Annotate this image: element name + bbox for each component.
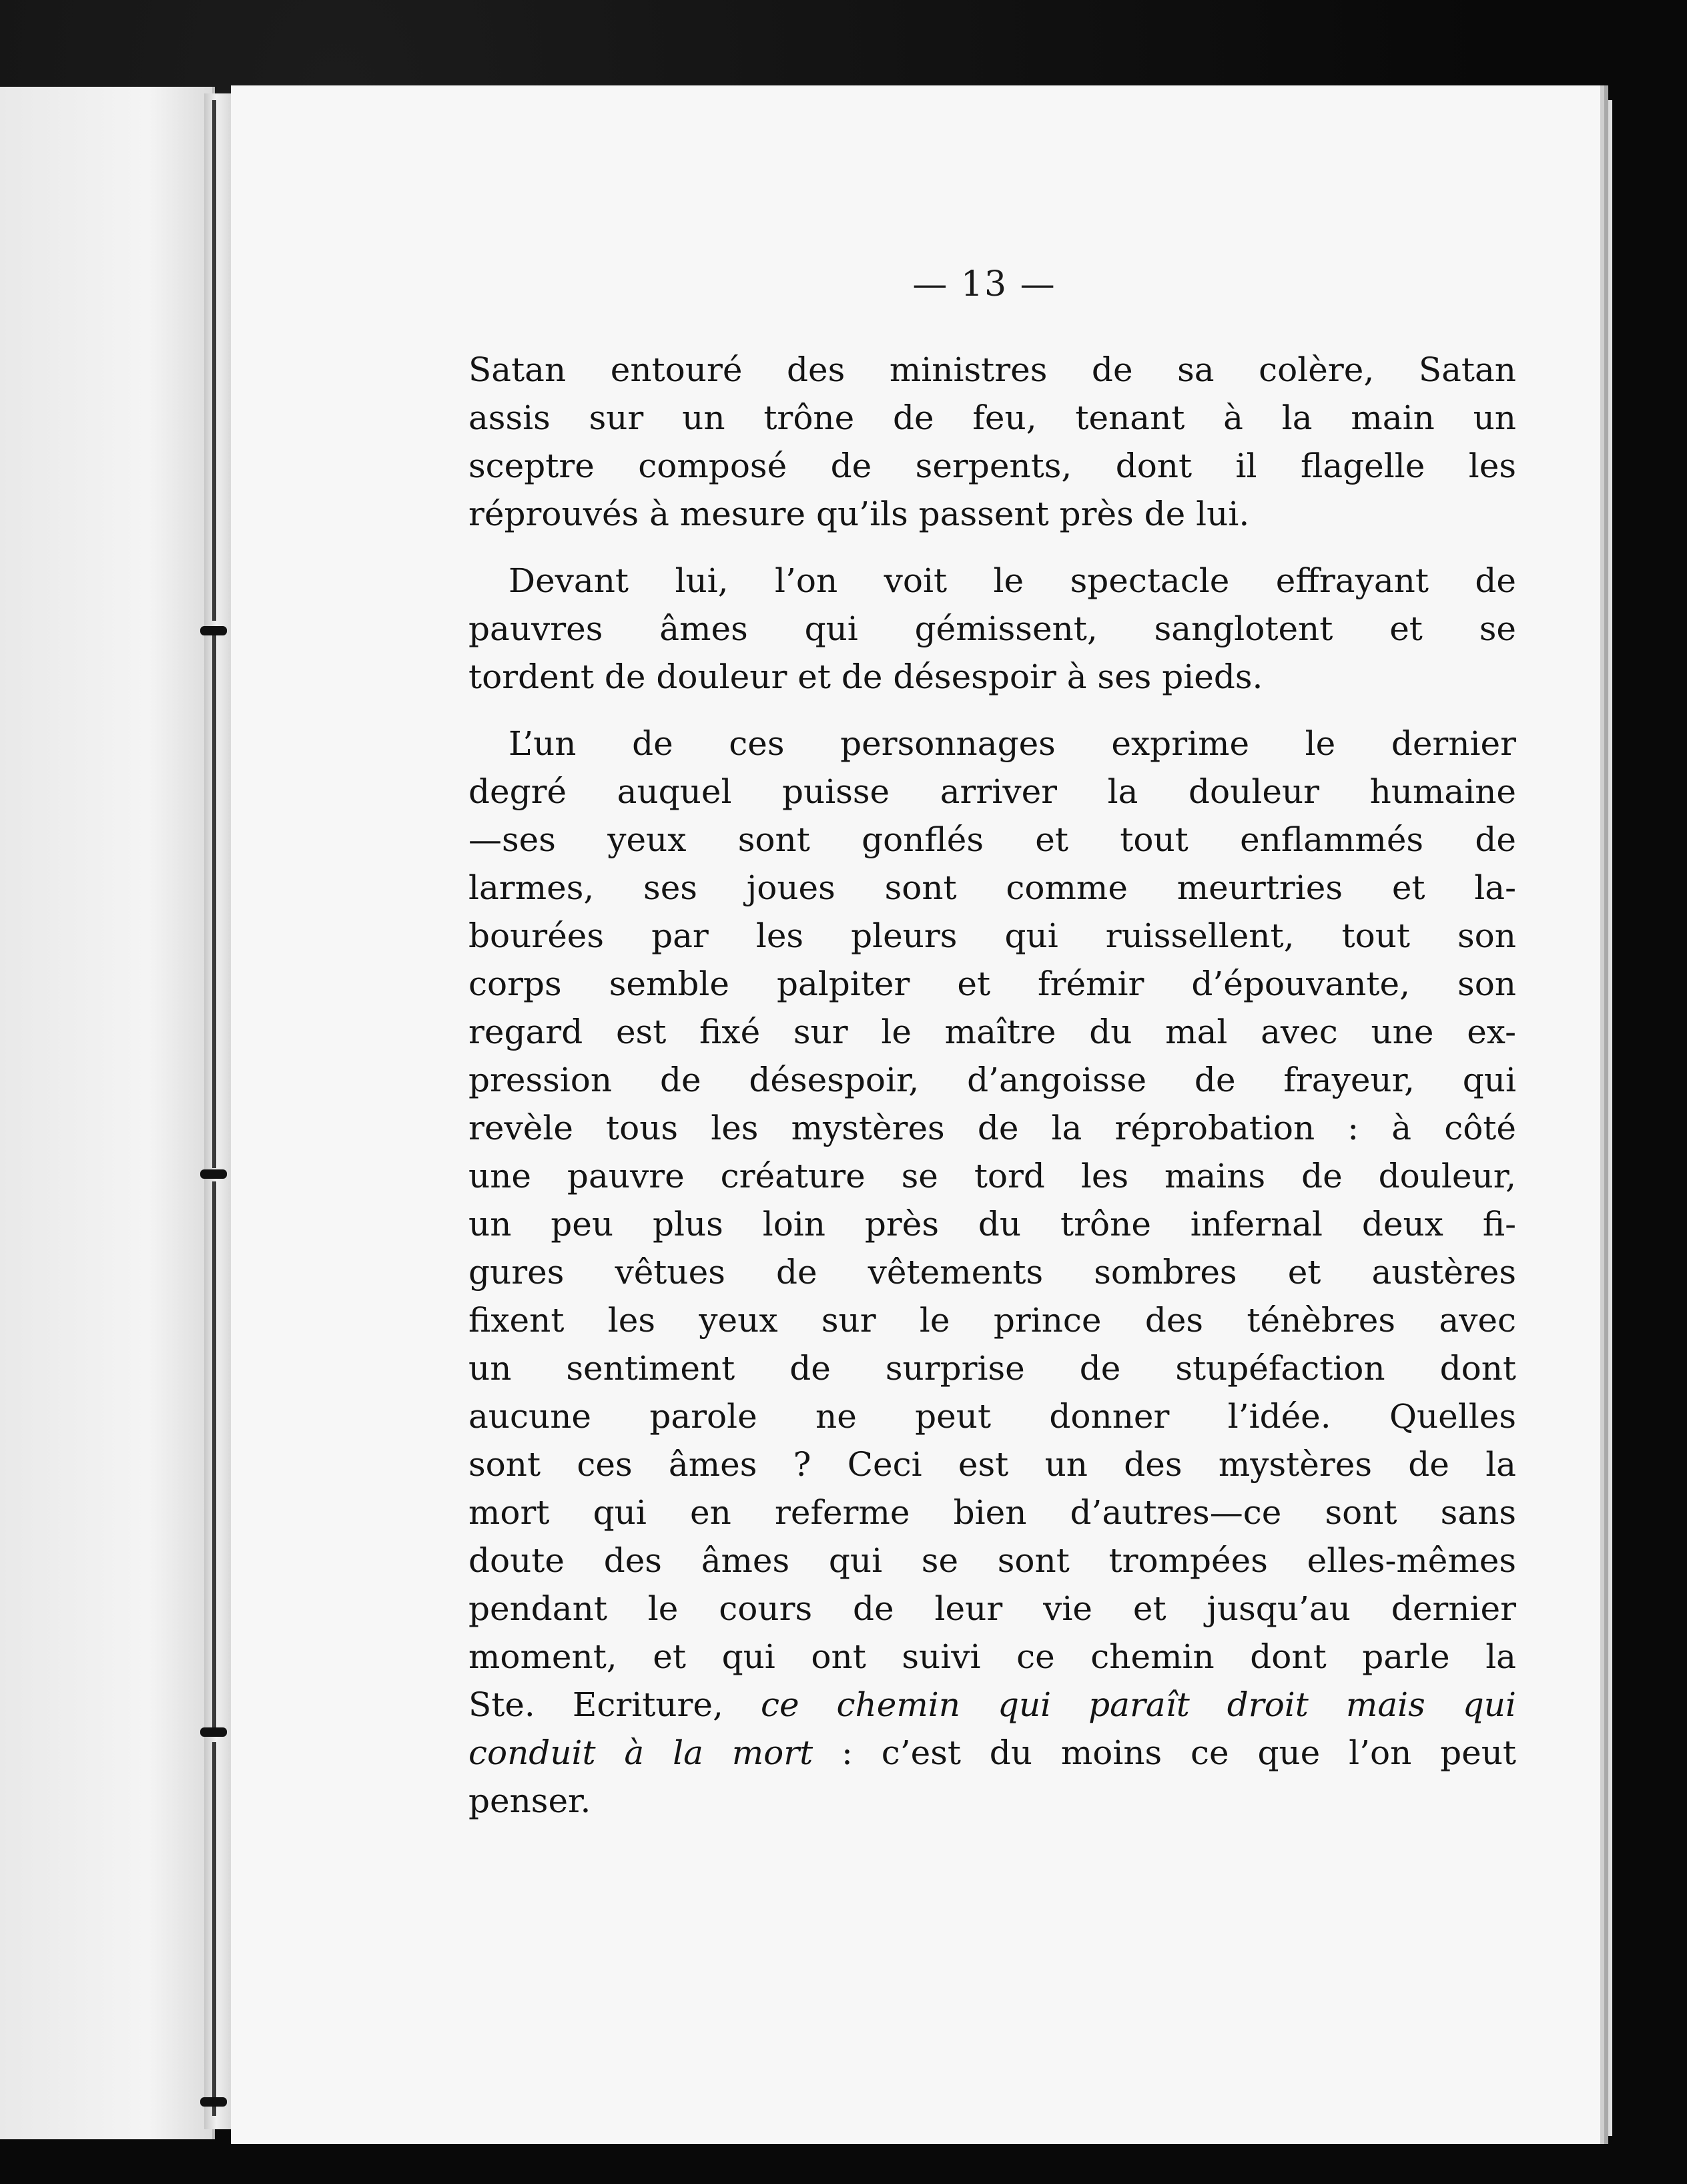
binding-stitch: [200, 2097, 227, 2107]
text-italic: ce chemin qui paraît droit mais qui: [760, 1685, 1516, 1724]
text-line: Devant lui, l’on voit le spectacle effrayant de: [509, 561, 1516, 600]
text-line: corps semble palpiter et frémir d’épouvante, son: [468, 965, 1516, 1003]
text-line: tordent de douleur et de désespoir à ses pieds.: [468, 657, 1263, 696]
text-line: pression de désespoir, d’angoisse de frayeur, qui: [468, 1061, 1516, 1099]
text-line: penser.: [468, 1782, 591, 1820]
spine-thread: [212, 1181, 216, 1729]
text-line: un peu plus loin près du trône infernal deux fi-: [468, 1205, 1516, 1244]
spine-thread: [212, 100, 216, 621]
text-line: sont ces âmes ? Ceci est un des mystères de la: [468, 1445, 1516, 1484]
text-line: aucune parole ne peut donner l’idée. Quelles: [468, 1397, 1516, 1436]
text-line: L’un de ces personnages exprime le dernier: [509, 724, 1516, 763]
text-line: assis sur un trône de feu, tenant à la main un: [468, 398, 1516, 437]
page-number: — 13 —: [912, 264, 1056, 304]
text-line: bourées par les pleurs qui ruissellent, tout son: [468, 916, 1516, 955]
text-line: une pauvre créature se tord les mains de douleur,: [468, 1157, 1516, 1195]
spine-thread: [212, 634, 216, 1168]
text-line: réprouvés à mesure qu’ils passent près de lui.: [468, 495, 1250, 533]
text-line: sceptre composé de serpents, dont il flagelle les: [468, 447, 1516, 485]
text-line: mort qui en referme bien d’autres—ce sont sans: [468, 1493, 1516, 1532]
spine-thread: [212, 1742, 216, 2116]
text-line: un sentiment de surprise de stupéfaction dont: [468, 1349, 1516, 1388]
text-line: fixent les yeux sur le prince des ténèbres avec: [468, 1301, 1516, 1340]
text-line: larmes, ses joues sont comme meurtries et la-: [468, 868, 1516, 907]
text-line: [468, 1681, 1516, 1729]
paragraph: [468, 346, 1516, 538]
paragraph: [468, 557, 1516, 701]
text-line: moment, et qui ont suivi ce chemin dont parle la: [468, 1637, 1516, 1676]
text-line: —ses yeux sont gonflés et tout enflammés de: [468, 820, 1516, 859]
binding-stitch: [200, 626, 227, 635]
text-line: degré auquel puisse arriver la douleur humaine: [468, 772, 1516, 811]
paragraph: [468, 720, 1516, 1825]
text-line: regard est fixé sur le maître du mal avec une ex-: [468, 1013, 1516, 1051]
book-spine: [204, 93, 231, 2129]
text-normal: : c’est du moins ce que l’on peut: [813, 1733, 1516, 1772]
previous-page-edge: [0, 87, 215, 2139]
text-line: doute des âmes qui se sont trompées elles-mêmes: [468, 1541, 1516, 1580]
text-italic: conduit à la mort: [468, 1733, 813, 1772]
text-line: pauvres âmes qui gémissent, sanglotent et se: [468, 609, 1516, 648]
text-block: [468, 346, 1516, 1825]
text-line: gures vêtues de vêtements sombres et austères: [468, 1253, 1516, 1292]
text-line: pendant le cours de leur vie et jusqu’au dernier: [468, 1589, 1516, 1628]
text-line: [468, 1729, 1516, 1777]
text-line: Satan entouré des ministres de sa colère, Satan: [468, 350, 1516, 389]
text-line: revèle tous les mystères de la réprobation : à côté: [468, 1109, 1516, 1147]
page-edge: [1599, 100, 1612, 2136]
book-page: [231, 85, 1600, 2144]
text-normal: Ste. Ecriture,: [468, 1685, 761, 1724]
binding-stitch: [200, 1727, 227, 1737]
binding-stitch: [200, 1169, 227, 1179]
